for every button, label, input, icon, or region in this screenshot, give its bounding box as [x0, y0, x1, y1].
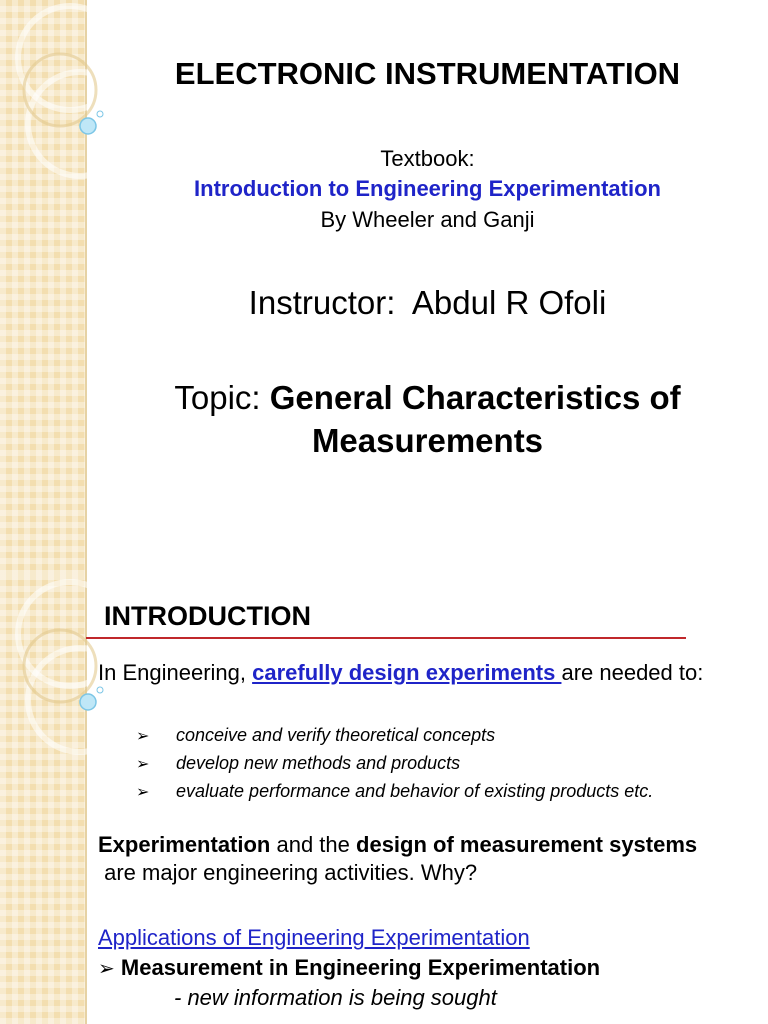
textbook-authors: By Wheeler and Ganji: [320, 207, 535, 232]
para2-text-2: are major engineering activities. Why?: [98, 860, 478, 885]
list-item-text: evaluate performance and behavior of existing products etc.: [176, 781, 654, 801]
measurement-subtext: - new information is being sought: [174, 985, 497, 1010]
intro-suffix: are needed to:: [561, 660, 704, 685]
topic-label: Topic:: [174, 379, 270, 416]
measurement-heading-text: Measurement in Engineering Experimentation: [120, 955, 601, 980]
arrow-bullet-icon: ➢: [136, 756, 150, 773]
textbook-label: Textbook:: [380, 146, 475, 171]
list-item: [136, 750, 653, 778]
topic-text-line1: General Characteristics of: [269, 379, 681, 416]
intro-prefix: In Engineering,: [98, 660, 253, 685]
list-item-text: conceive and verify theoretical concepts: [176, 725, 496, 745]
topic-block: [87, 376, 768, 462]
intro-paragraph: [98, 659, 718, 687]
arrow-bullet-icon: ➢: [98, 958, 115, 980]
slide-title: ELECTRONIC INSTRUMENTATION: [174, 56, 681, 91]
experimentation-term: Experimentation: [98, 832, 271, 857]
applications-link[interactable]: Applications of Engineering Experimentation: [98, 925, 530, 950]
arrow-bullet-icon: ➢: [136, 784, 150, 801]
purpose-list: [136, 722, 653, 806]
measurement-heading: [98, 955, 600, 981]
section-heading: INTRODUCTION: [104, 601, 311, 631]
design-systems-term: design of measurement systems: [356, 832, 698, 857]
instructor-line: Instructor: Abdul R Ofoli: [248, 284, 607, 321]
para2-text-1: and the: [270, 832, 357, 857]
arrow-bullet-icon: ➢: [136, 728, 150, 745]
design-experiments-link[interactable]: carefully design experiments: [252, 660, 562, 685]
topic-text-line2: Measurements: [311, 422, 544, 459]
list-item: [136, 778, 653, 806]
textbook-title: Introduction to Engineering Experimentation: [194, 176, 661, 201]
activities-paragraph: [98, 831, 718, 887]
heading-divider: [86, 637, 686, 639]
list-item-text: develop new methods and products: [176, 753, 461, 773]
list-item: [136, 722, 653, 750]
